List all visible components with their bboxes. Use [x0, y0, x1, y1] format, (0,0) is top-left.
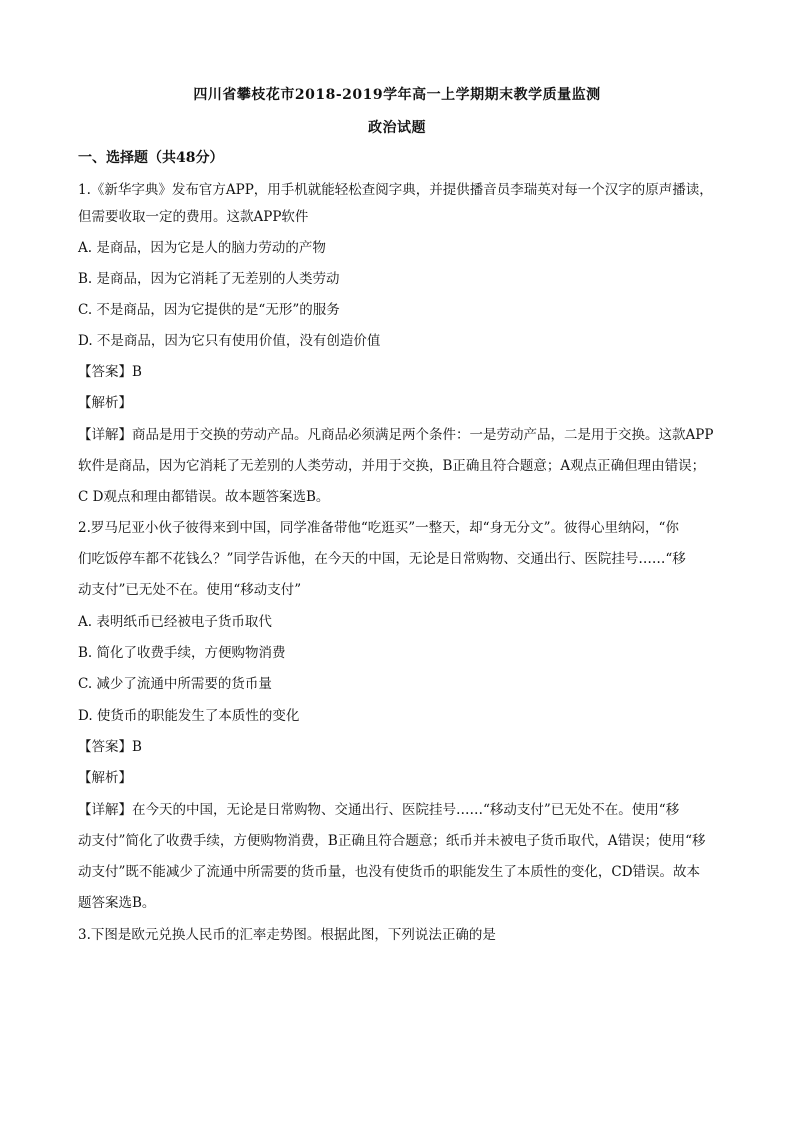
question-1-analysis-label: 【解析】: [78, 395, 132, 411]
question-1-option-b: B. 是商品，因为它消耗了无差别的人类劳动: [78, 271, 340, 287]
question-1-detail-line-2: 软件是商品，因为它消耗了无差别的人类劳动，并用于交换，B正确且符合题意；A观点正确但理由错误；: [78, 458, 706, 474]
question-2-stem-line-3: 动支付”已无处不在。使用“移动支付”: [78, 582, 302, 598]
question-1-option-c: C. 不是商品，因为它提供的是“无形”的服务: [78, 302, 340, 318]
question-2-stem-line-1: 2.罗马尼亚小伙子彼得来到中国，同学准备带他“吃逛买”一整天，却“身无分文”。彼得心里纳闷，“你: [78, 520, 679, 536]
question-2-answer: 【答案】B: [78, 739, 142, 755]
question-2-option-d: D. 使货币的职能发生了本质性的变化: [78, 708, 300, 724]
question-2-analysis-label: 【解析】: [78, 770, 132, 786]
question-2-detail-line-2: 动支付”简化了收费手续，方便购物消费，B正确且符合题意；纸币并未被电子货币取代，A错误；使用“移: [78, 833, 706, 849]
question-1-option-d: D. 不是商品，因为它只有使用价值，没有创造价值: [78, 333, 381, 349]
document-subtitle: 政治试题: [368, 120, 426, 136]
question-1-detail-line-1: 【详解】商品是用于交换的劳动产品。凡商品必须满足两个条件：一是劳动产品，二是用于交换。这款APP: [78, 427, 714, 443]
question-1-detail-line-3: C D观点和理由都错误。故本题答案选B。: [78, 489, 330, 505]
question-1-option-a: A. 是商品，因为它是人的脑力劳动的产物: [78, 240, 326, 256]
document-title: 四川省攀枝花市2018-2019学年高一上学期期末教学质量监测: [193, 87, 601, 103]
question-3-stem-line-1: 3.下图是欧元兑换人民币的汇率走势图。根据此图，下列说法正确的是: [78, 927, 496, 943]
question-2-detail-line-1: 【详解】在今天的中国，无论是日常购物、交通出行、医院挂号……“移动支付”已无处不在。使用“移: [78, 802, 680, 818]
question-2-stem-line-2: 们吃饭停车都不花钱么？”同学告诉他，在今天的中国，无论是日常购物、交通出行、医院挂号……“移: [78, 551, 686, 567]
question-2-option-b: B. 简化了收费手续，方便购物消费: [78, 645, 286, 661]
section-heading: 一、选择题（共48分）: [78, 150, 224, 166]
question-1-answer: 【答案】B: [78, 364, 142, 380]
question-2-detail-line-4: 题答案选B。: [78, 895, 156, 911]
question-2-option-c: C. 减少了流通中所需要的货币量: [78, 676, 272, 692]
question-1-stem-line-2: 但需要收取一定的费用。这款APP软件: [78, 209, 309, 225]
question-1-stem-line-1: 1.《新华字典》发布官方APP，用手机就能轻松查阅字典，并提供播音员李瑞英对每一个汉字的原声播读，: [78, 182, 713, 198]
question-2-detail-line-3: 动支付”既不能减少了流通中所需要的货币量，也没有使货币的职能发生了本质性的变化，CD错误。故本: [78, 864, 701, 880]
question-2-option-a: A. 表明纸币已经被电子货币取代: [78, 614, 272, 630]
